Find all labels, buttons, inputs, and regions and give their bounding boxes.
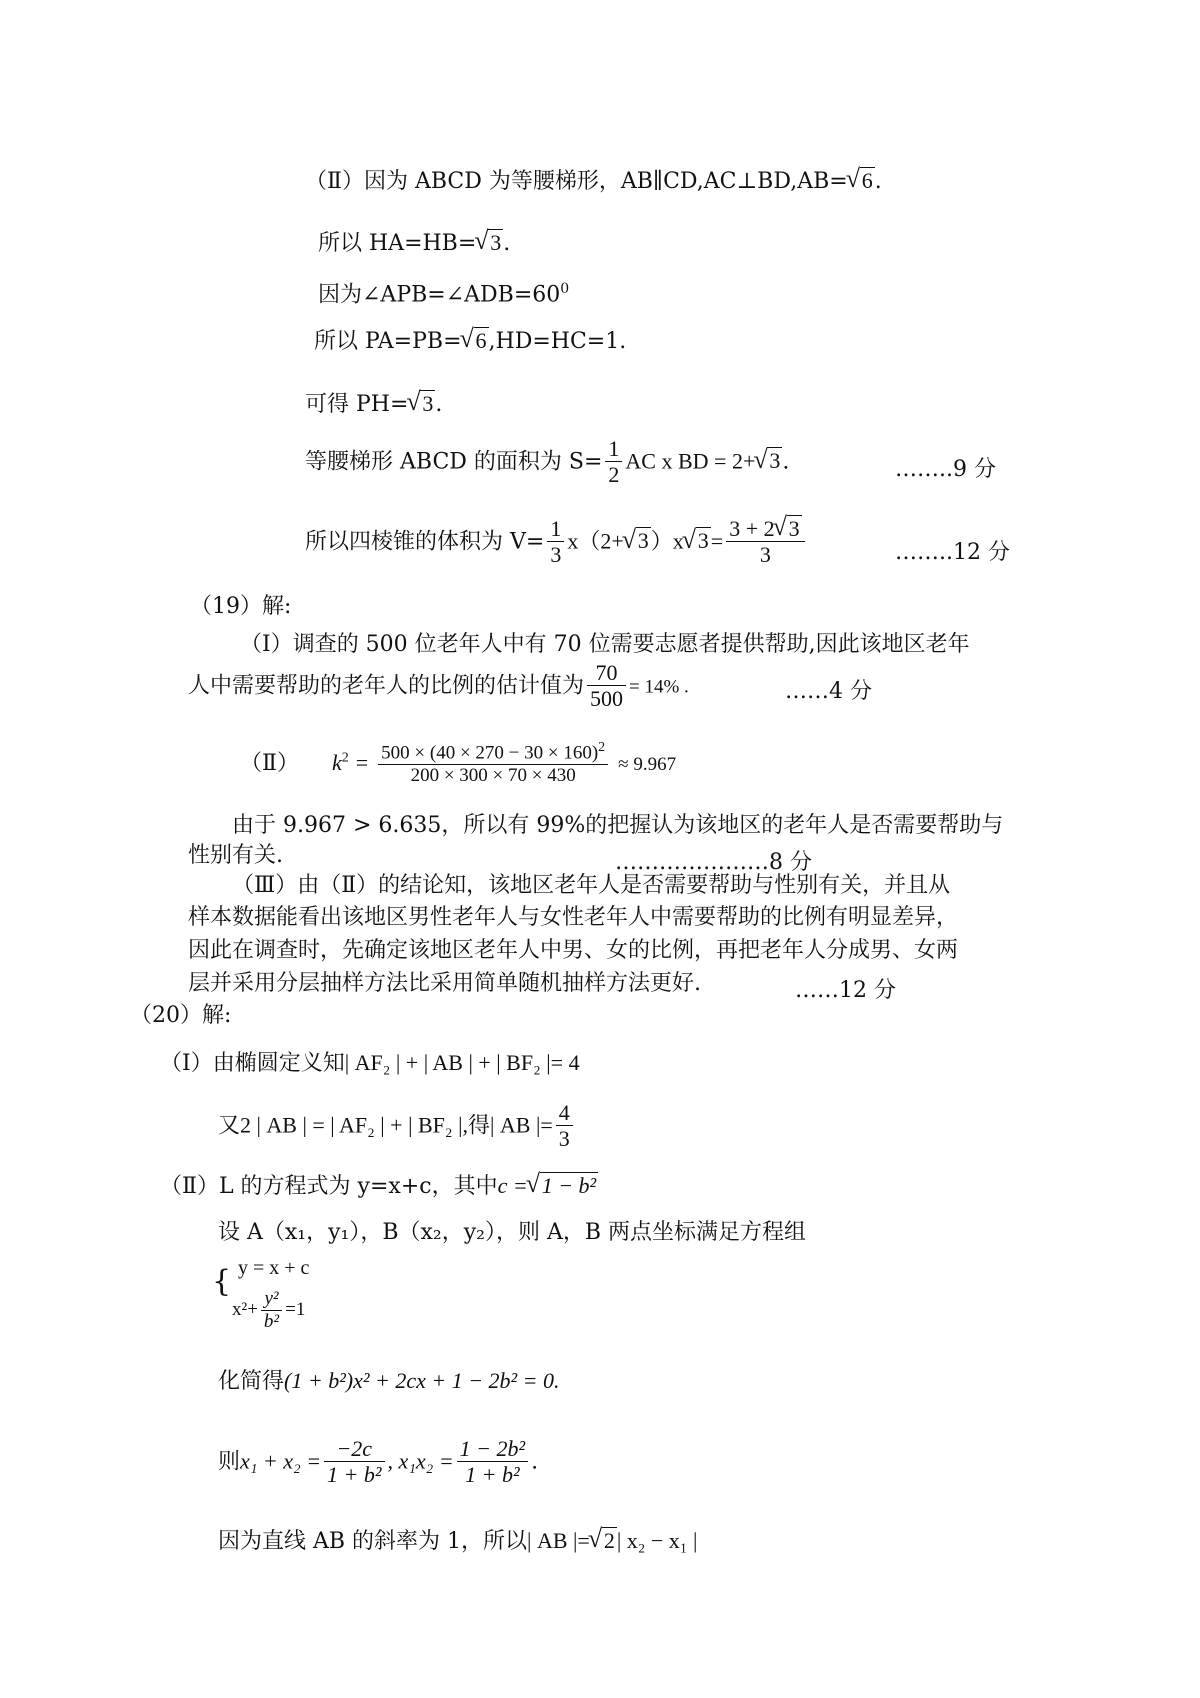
fraction-volume (726, 516, 804, 569)
s18-line7 (305, 516, 808, 569)
s19-p1-line2-text: 人中需要帮助的老年人的比例的估计值为 (188, 673, 585, 699)
sqrt-3 (755, 447, 782, 476)
denominator: b² (263, 1310, 280, 1332)
punct: . (531, 1449, 539, 1475)
s19-p4-line3: 因此在调查时，先确定该地区老年人中男、女的比例，再把老年人分成男、女两 (188, 938, 959, 963)
sqrt-6 (462, 330, 489, 352)
s18-line5 (305, 393, 442, 416)
radicand: 3 (769, 448, 781, 474)
s18-line4-text: 所以 PA=PB= (314, 329, 462, 354)
s19-p1-line1: （Ⅰ）调查的 500 位老年人中有 70 位需要志愿者提供帮助,因此该地区老年 (240, 632, 970, 657)
s18-line4-end: ,HD=HC=1. (488, 329, 627, 354)
product-roots: , x₁x₂ = (387, 1448, 454, 1474)
denominator: 2 (608, 462, 620, 488)
score-8: …………………8 分 (615, 850, 812, 875)
s20-i-line1-text: （Ⅰ）由椭圆定义知 (160, 1051, 345, 1076)
radicand: 3 (788, 516, 800, 541)
s20-i-line2 (218, 1100, 576, 1153)
fraction-product (457, 1436, 528, 1489)
numerator: 1 (605, 436, 622, 462)
fraction-one-half (605, 436, 622, 489)
s18-line2 (318, 232, 510, 255)
s18-line1 (305, 170, 882, 193)
sqrt-3 (624, 527, 651, 556)
s18-line3 (318, 282, 569, 306)
ellipse-definition: | AF₂ | + | AB | + | BF₂ |= 4 (344, 1050, 580, 1075)
fraction-y2-b2 (261, 1288, 282, 1334)
s20-ii-line3 (218, 1370, 559, 1393)
approx-value: ≈ 9.967 (618, 753, 677, 775)
s18-line2-text: 所以 HA=HB= (318, 231, 477, 256)
radicand: 1 − b² (541, 1173, 597, 1198)
s18-line7-mid2: ）x (650, 528, 684, 554)
punct: . (503, 231, 511, 256)
equals: = (355, 749, 369, 775)
s19-heading: （19）解: (190, 594, 292, 619)
numerator: −2c (324, 1436, 384, 1462)
s19-p3-line2: 性别有关. (188, 843, 283, 868)
percent-result: = 14% . (629, 676, 689, 698)
numerator: 1 − 2b² (457, 1436, 528, 1462)
s20-i-line1 (160, 1052, 580, 1075)
equals: = (710, 528, 724, 554)
chi-square-fraction (378, 740, 608, 788)
s18-line6-mid: AC x BD = 2+ (625, 448, 756, 474)
s18-line6 (305, 436, 789, 489)
numerator: 4 (556, 1100, 573, 1126)
k-sup: 2 (341, 750, 349, 766)
ab-relation: 2 | AB | = | AF₂ | + | BF₂ |, (240, 1112, 468, 1138)
s20-ii-line3-text: 化简得 (218, 1369, 285, 1394)
fraction-4-3 (556, 1100, 573, 1153)
radicand: 3 (490, 230, 502, 255)
fraction-70-500 (587, 660, 626, 713)
numerator-sup: 2 (598, 740, 606, 755)
s20-ii-line5 (218, 1530, 697, 1553)
s19-p4-line1: （Ⅲ）由（Ⅱ）的结论知，该地区老年人是否需要帮助与性别有关，并且从 (232, 873, 951, 898)
radicand: 6 (475, 328, 487, 353)
fraction-one-third (547, 516, 564, 569)
s20-i-line2-mid: 得 (467, 1113, 490, 1139)
x-squared: x²+ (232, 1299, 258, 1321)
system-eq1: y = x + c (238, 1257, 310, 1279)
s20-i-line2-text: 又 (218, 1113, 241, 1139)
radicand: 3 (422, 391, 434, 416)
numerator: y² (261, 1288, 282, 1311)
system-eq2 (232, 1288, 305, 1334)
quadratic-equation: (1 + b²)x² + 2cx + 1 − 2b² = 0. (284, 1368, 560, 1393)
equals-one: =1 (285, 1299, 306, 1321)
s20-heading: （20）解: (130, 1003, 232, 1028)
degree-sup: 0 (560, 281, 570, 297)
s18-line6-text: 等腰梯形 ABCD 的面积为 S= (305, 449, 603, 475)
sqrt-3 (684, 527, 711, 556)
s18-line4 (314, 330, 626, 353)
sqrt-3 (476, 232, 503, 254)
numerator: 1 (547, 516, 564, 542)
sqrt-3 (775, 516, 802, 541)
score-12: ……..12 分 (895, 540, 1010, 565)
denominator: 3 (558, 1126, 570, 1152)
s19-p3-line1: 由于 9.967 > 6.635，所以有 99%的把握认为该地区的老年人是否需要帮助与 (232, 813, 1004, 838)
denominator: 1 + b² (465, 1462, 520, 1488)
radicand: 3 (637, 528, 649, 554)
score-4: ……4 分 (785, 679, 872, 704)
s20-ii-line1 (160, 1175, 598, 1198)
numerator (378, 740, 608, 765)
fraction-sum (324, 1436, 384, 1489)
radicand: 3 (697, 528, 709, 554)
s18-line3-text: 因为∠APB=∠ADB=60 (318, 282, 561, 308)
numerator: 70 (587, 660, 626, 686)
sqrt-2 (590, 1530, 617, 1552)
s19-p4-line2: 样本数据能看出该地区男性老年人与女性老年人中需要帮助的比例有明显差异， (188, 905, 959, 930)
denominator: 3 (550, 542, 562, 568)
s20-ii-line5-text: 因为直线 AB 的斜率为 1，所以 (218, 1529, 528, 1554)
radicand: 2 (603, 1528, 615, 1553)
x-diff-abs: | x₂ − x₁ | (616, 1528, 698, 1553)
score-12: ……12 分 (795, 978, 896, 1003)
s18-line1-text: （Ⅱ）因为 ABCD 为等腰梯形，AB∥CD,AC⊥BD,AB= (305, 169, 848, 194)
system-brace: { (212, 1264, 232, 1299)
ab-abs: | AB |= (527, 1528, 590, 1553)
radicand: 6 (861, 168, 873, 193)
sum-roots: x₁ + x₂ = (240, 1448, 322, 1474)
c-def: c = (497, 1173, 528, 1198)
s19-p4-line4: 层并采用分层抽样方法比采用简单随机抽样方法更好. (188, 971, 701, 996)
s20-ii-line4-text: 则 (218, 1449, 241, 1475)
sqrt-1-minus-b2 (528, 1175, 598, 1197)
numerator-pre: 3 + 2 (729, 516, 775, 541)
denominator: 3 (759, 542, 771, 568)
s19-p2 (240, 740, 676, 788)
s20-ii-line4 (218, 1436, 538, 1489)
numerator-text: 500 × (40 × 270 − 30 × 160) (381, 742, 599, 764)
ab-length: | AB |= (490, 1112, 553, 1138)
s18-line7-text: 所以四棱锥的体积为 V= (305, 529, 545, 555)
punct: . (435, 392, 443, 417)
score-9: ……..9 分 (895, 457, 996, 482)
s20-ii-line2: 设 A（x₁，y₁），B（x₂，y₂），则 A，B 两点坐标满足方程组 (218, 1220, 807, 1245)
sqrt-3 (408, 393, 435, 415)
s18-line7-mid1: x（2+ (567, 528, 624, 554)
part-label: （Ⅱ） (240, 750, 299, 776)
denominator: 500 (590, 686, 624, 712)
denominator: 200 × 300 × 70 × 430 (410, 765, 576, 787)
denominator: 1 + b² (327, 1462, 382, 1488)
punct: . (782, 449, 790, 475)
k-var: k (331, 749, 342, 775)
s19-p1-line2 (188, 660, 689, 713)
numerator (726, 516, 804, 542)
s18-line5-text: 可得 PH= (305, 392, 409, 417)
punct: . (874, 169, 882, 194)
sqrt-6 (848, 170, 875, 192)
s20-ii-line1-text: （Ⅱ）L 的方程式为 y=x+c，其中 (160, 1174, 498, 1199)
